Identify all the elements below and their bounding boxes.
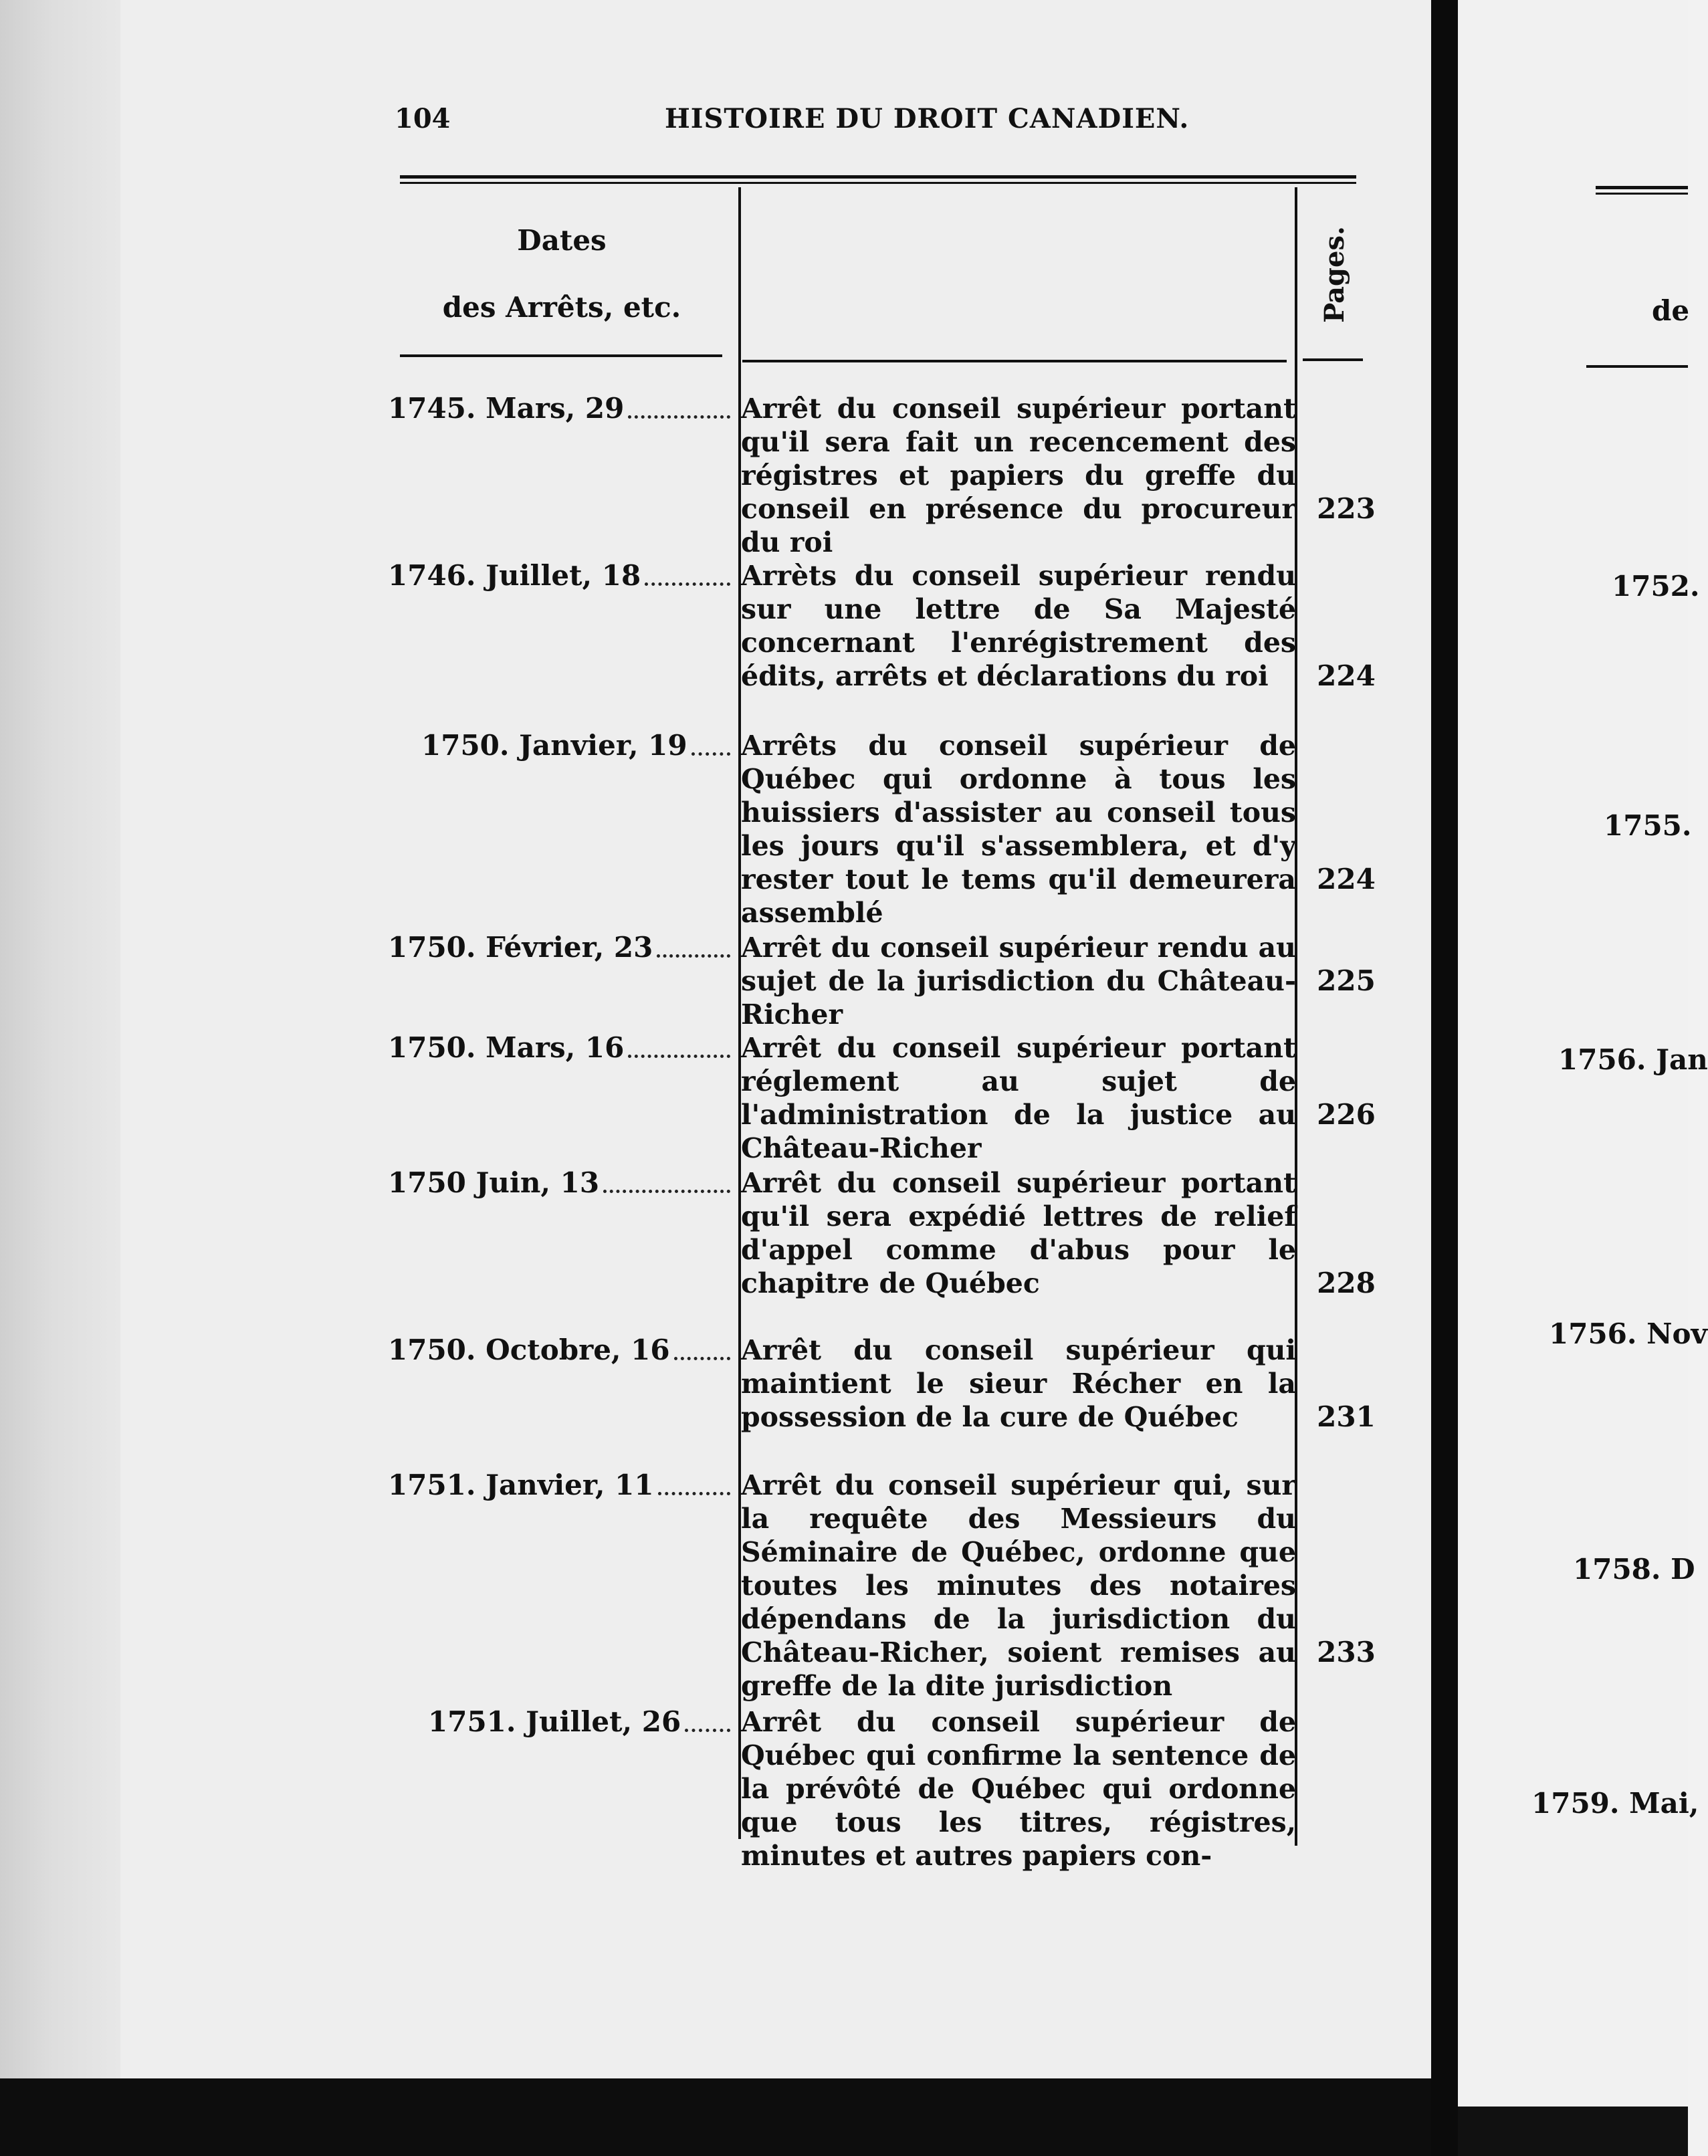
entry-page: 226 <box>1317 1098 1376 1131</box>
entry-description: Arrêt du conseil supérieur qui maintient le sieur Récher en la possession de la cure de Québec <box>741 1334 1296 1433</box>
leader-dots <box>628 1031 730 1058</box>
entry-date: 1750. Mars, 16 <box>388 1031 730 1066</box>
leader-dots <box>674 1333 730 1360</box>
facing-page-date: 1756. Jan <box>1558 1043 1708 1076</box>
entry-page: 228 <box>1317 1267 1376 1299</box>
page-number: 104 <box>395 103 451 134</box>
leader-dots <box>603 1166 730 1193</box>
running-head <box>395 103 1331 143</box>
entry-page: 225 <box>1317 964 1376 997</box>
scan-bottom-edge-right <box>1458 2107 1688 2156</box>
facing-page-header-fragment: de <box>1652 294 1690 327</box>
leader-dots <box>658 1469 730 1495</box>
scan-bottom-edge <box>0 2078 1431 2156</box>
entry-date: 1746. Juillet, 18 <box>388 559 730 594</box>
dates-header-underline <box>400 354 722 357</box>
entry-description: Arrêt du conseil supérieur portant réglement au sujet de l'administration de la justice au Château-Richer <box>741 1032 1296 1164</box>
facing-page-rule-2 <box>1596 193 1688 195</box>
book-gutter <box>1431 0 1458 2156</box>
dates-header-line2: des Arrêts, etc. <box>442 291 681 324</box>
entry-description: Arrêt du conseil supérieur portant qu'il sera fait un recencement des régistres et papiers du greffe du conseil en présence du procureur du roi <box>741 393 1296 558</box>
entry-page: 223 <box>1317 492 1376 525</box>
entry-date: 1750. Février, 23 <box>388 931 730 966</box>
leader-dots <box>685 1705 730 1732</box>
pages-column-header <box>1311 221 1358 328</box>
entry-date: 1750 Juin, 13 <box>388 1166 730 1201</box>
entry-date: 1750. Octobre, 16 <box>388 1333 730 1368</box>
facing-page-date: 1752. <box>1612 570 1700 603</box>
entry-date: 1750. Janvier, 19 <box>421 729 730 764</box>
leader-dots <box>628 392 730 419</box>
pages-header-label: Pages. <box>1318 225 1350 323</box>
entry-page: 231 <box>1317 1400 1376 1433</box>
facing-page-date: 1755. <box>1604 809 1692 842</box>
leader-dots <box>645 559 730 586</box>
header-rule-top <box>400 175 1356 179</box>
entry-description: Arrèts du conseil supérieur rendu sur une lettre de Sa Majesté concernant l'enrégistrement des édits, arrêts et déclarations du roi <box>741 560 1296 692</box>
entry-date: 1745. Mars, 29 <box>388 392 730 427</box>
facing-page-date: 1756. Nov <box>1549 1317 1707 1350</box>
facing-page-rule <box>1596 186 1688 189</box>
description-header-underline <box>742 360 1287 362</box>
dates-column-header <box>401 207 722 341</box>
entry-description: Arrêt du conseil supérieur portant qu'il sera expédié lettres de relief d'appel comme d'abus pour le chapitre de Québec <box>741 1167 1296 1299</box>
page-heading: HISTOIRE DU DROIT CANADIEN. <box>665 103 1190 134</box>
entry-description: Arrêt du conseil supérieur rendu au sujet de la jurisdiction du Château-Richer <box>741 932 1296 1031</box>
facing-page-date: 1758. D <box>1573 1553 1695 1586</box>
facing-page-date: 1759. Mai, <box>1531 1787 1699 1820</box>
entry-description: Arrêts du conseil supérieur de Québec qui ordonne à tous les huissiers d'assister au conseil tous les jours qu'il s'assemblera, et d'y rester tout le tems qu'il demeurera assemblé <box>741 730 1296 929</box>
entry-description: Arrêt du conseil supérieur de Québec qui confirme la sentence de la prévôté de Québec qui ordonne que tous les titres, régistres, minutes et autres papiers con- <box>741 1706 1296 1872</box>
facing-page-underline <box>1586 365 1688 368</box>
entry-page: 233 <box>1317 1636 1376 1668</box>
entry-page: 224 <box>1317 863 1376 895</box>
header-rule-bottom <box>400 182 1356 184</box>
leader-dots <box>657 931 730 958</box>
entry-date: 1751. Janvier, 11 <box>388 1469 730 1503</box>
pages-header-underline <box>1303 358 1363 361</box>
entry-page: 224 <box>1317 659 1376 692</box>
entry-description: Arrêt du conseil supérieur qui, sur la requête des Messieurs du Séminaire de Québec, ordonne que toutes les minutes des notaires dépendans de la jurisdiction du Château-Richer, soient remises au greffe de la dite jurisdiction <box>741 1469 1296 1702</box>
entry-date: 1751. Juillet, 26 <box>428 1705 730 1740</box>
leader-dots <box>691 729 730 756</box>
dates-header-line1: Dates <box>517 224 607 257</box>
